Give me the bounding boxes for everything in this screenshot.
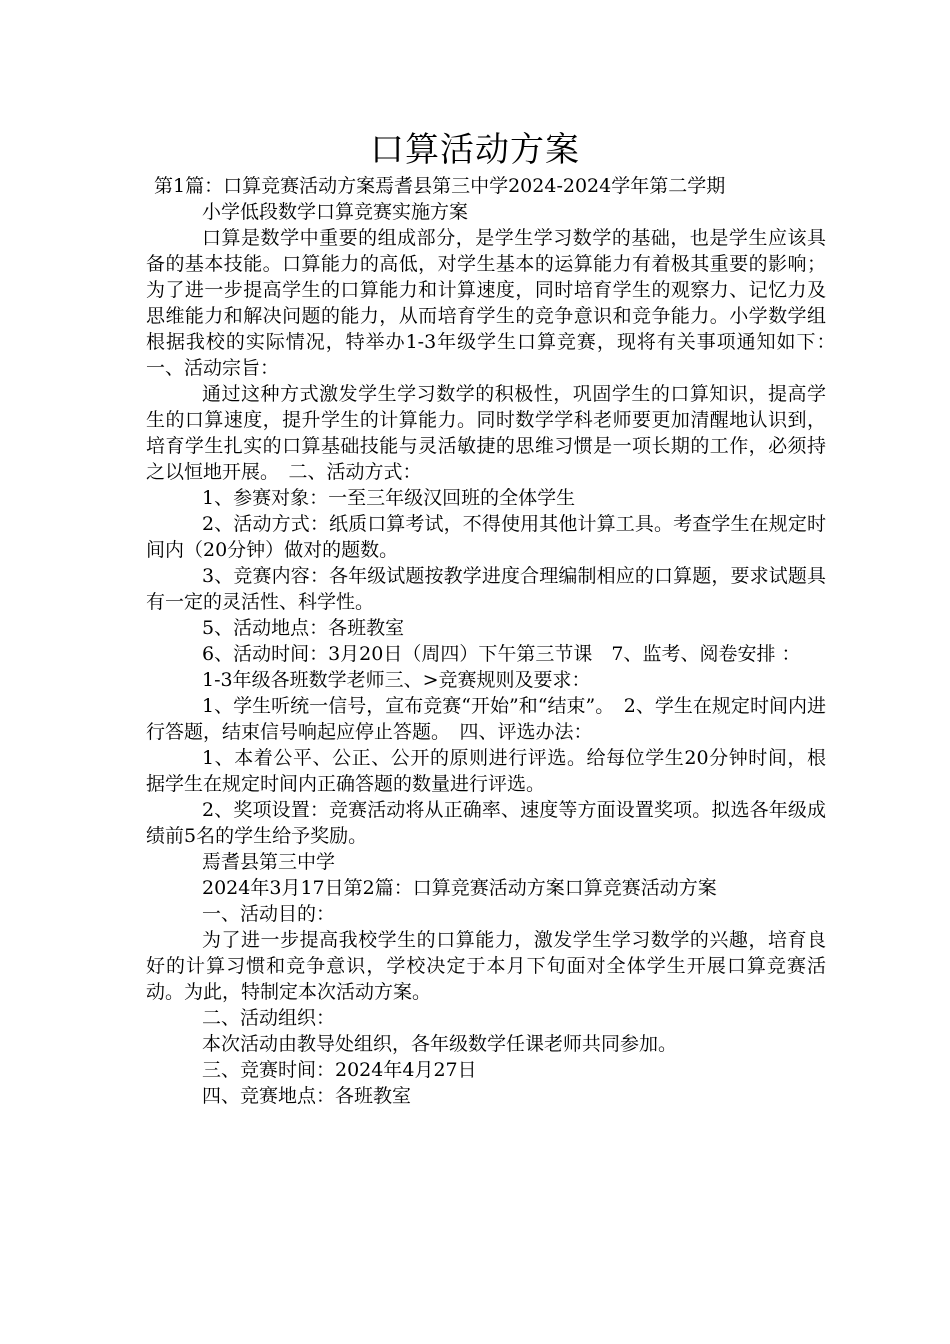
paragraph-subtitle: 小学低段数学口算竞赛实施方案 [202,201,469,223]
document-title: 口算活动方案 [370,130,580,170]
paragraph-organization-heading: 二、活动组织： [202,1007,336,1029]
paragraph-section-1-heading: 第1篇：口算竞赛活动方案焉耆县第三中学2024-2024学年第二学期 [154,175,726,197]
paragraph-organization: 本次活动由教导处组织，各年级数学任课老师共同参加。 [202,1033,678,1055]
paragraph-invigilators: 1-3年级各班数学老师三、>竞赛规则及要求： [202,669,591,691]
paragraph-school-signature: 焉耆县第三中学 [202,851,336,873]
paragraph-rules: 1、学生听统一信号，宣布竞赛“开始”和“结束”。 2、学生在规定时间内进行答题，结束信号响起应停止答题。 四、评选办法： [146,695,826,743]
paragraph-location: 5、活动地点：各班教室 [202,617,405,639]
paragraph-participants: 1、参赛对象：一至三年级汉回班的全体学生 [202,487,576,509]
paragraph-method: 2、活动方式：纸质口算考试，不得使用其他计算工具。考查学生在规定时间内（20分钟）做对的题数。 [146,513,826,561]
paragraph-awards: 2、奖项设置：竞赛活动将从正确率、速度等方面设置奖项。拟选各年级成绩前5名的学生给予奖励。 [146,799,826,847]
paragraph-intro: 口算是数学中重要的组成部分，是学生学习数学的基础，也是学生应该具备的基本技能。口算能力的高低，对学生基本的运算能力有着极其重要的影响；为了进一步提高学生的口算能力和计算速度，同时培育学生的观察力、记忆力及思维能力和解决问题的能力，从而培育学生的竞争意识和竞争能力。小学数学组根据我校的实际情况，特举办1-3年级学生口算竞赛，现将有关事项通知如下： 一、活动宗旨： [146,227,846,379]
paragraph-competition-time: 三、竞赛时间：2024年4月27日 [202,1059,477,1081]
paragraph-goal-heading: 一、活动目的： [202,903,336,925]
paragraph-goal: 为了进一步提高我校学生的口算能力，激发学生学习数学的兴趣，培育良好的计算习惯和竞争意识，学校决定于本月下旬面对全体学生开展口算竞赛活动。为此，特制定本次活动方案。 [146,929,826,1003]
paragraph-evaluation: 1、本着公平、公正、公开的原则进行评选。给每位学生20分钟时间，根据学生在规定时间内正确答题的数量进行评选。 [146,747,826,795]
paragraph-competition-location: 四、竞赛地点：各班教室 [202,1085,412,1107]
paragraph-date-section-2: 2024年3月17日第2篇：口算竞赛活动方案口算竞赛活动方案 [202,877,717,899]
paragraph-purpose: 通过这种方式激发学生学习数学的积极性，巩固学生的口算知识，提高学生的口算速度，提升学生的计算能力。同时数学学科老师要更加清醒地认识到，培育学生扎实的口算基础技能与灵活敏捷的思维习惯是一项长期的工作，必须持之以恒地开展。 二、活动方式： [146,383,826,483]
paragraph-content: 3、竞赛内容：各年级试题按教学进度合理编制相应的口算题，要求试题具有一定的灵活性、科学性。 [146,565,826,613]
document-body [146,173,846,1109]
paragraph-time: 6、活动时间：3月20日（周四）下午第三节课 7、监考、阅卷安排 ： [202,643,801,665]
